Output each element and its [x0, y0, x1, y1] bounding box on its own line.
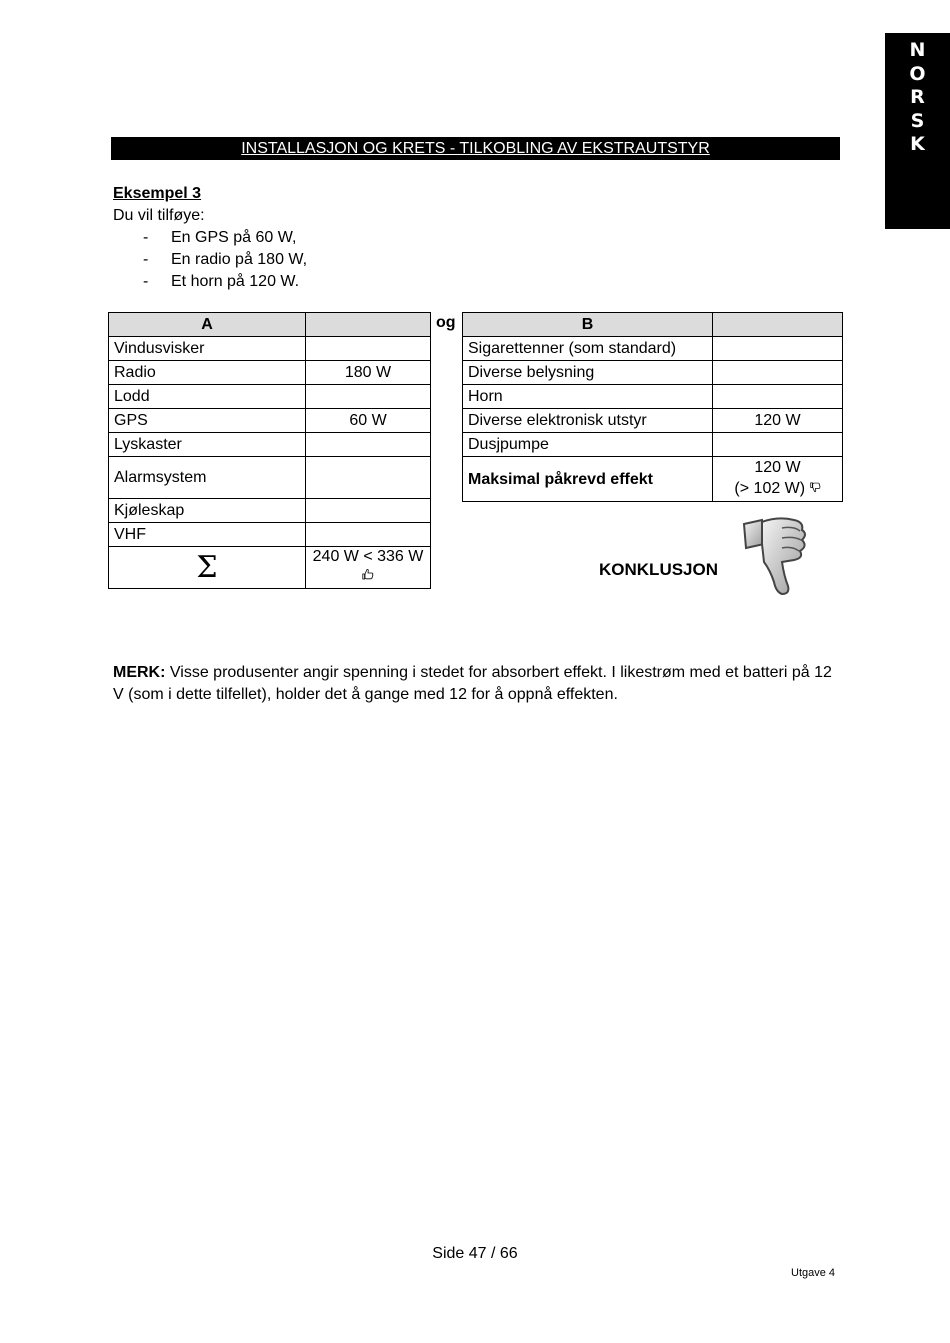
table-row: Diverse belysning	[463, 361, 843, 385]
example-intro	[113, 183, 307, 293]
sum-value: 240 W < 336 W	[312, 548, 424, 565]
table-b-header: B	[463, 313, 713, 337]
table-a	[108, 312, 431, 589]
page-number: Side 47 / 66	[432, 1245, 518, 1262]
connector-og: og	[436, 314, 456, 331]
table-row: Horn	[463, 385, 843, 409]
table-b	[462, 312, 843, 502]
list-item: - Et horn på 120 W.	[143, 273, 300, 290]
language-letter: N	[909, 39, 926, 61]
language-letter: R	[910, 86, 925, 108]
table-row: Radio 180 W	[109, 361, 431, 385]
language-letter: K	[910, 133, 925, 155]
thumbs-down-icon	[738, 514, 812, 598]
sum-cell	[306, 547, 431, 589]
table-row: Dusjpumpe	[463, 433, 843, 457]
table-row: Kjøleskap	[109, 499, 431, 523]
table-row: VHF	[109, 523, 431, 547]
table-a-header: A	[109, 313, 306, 337]
conclusion-label: KONKLUSJON	[599, 560, 719, 579]
list-item: - En radio på 180 W,	[143, 251, 308, 268]
table-row: Diverse elektronisk utstyr 120 W	[463, 409, 843, 433]
table-row: Lyskaster	[109, 433, 431, 457]
section-title	[111, 137, 840, 160]
note-label: MERK:	[113, 664, 166, 681]
table-header-row	[463, 313, 843, 337]
max-power-cell	[713, 457, 843, 502]
table-row: Vindusvisker	[109, 337, 431, 361]
table-row: Lodd	[109, 385, 431, 409]
sum-symbol: Σ	[109, 547, 306, 589]
max-power-threshold: (> 102 W)	[718, 478, 837, 501]
max-power-row	[463, 457, 843, 502]
language-letter: O	[909, 62, 926, 85]
table-row: GPS 60 W	[109, 409, 431, 433]
table-header-empty	[306, 313, 431, 337]
example-list	[113, 227, 307, 293]
table-row: Sigarettenner (som standard)	[463, 337, 843, 361]
table-header-row	[109, 313, 431, 337]
note-paragraph	[113, 662, 833, 706]
note-text: Visse produsenter angir spenning i stedet for absorbert effekt. I likestrøm med et batteri på 12 V (som i dette tilfellet), holder det å gange med 12 for å oppnå effekten.	[113, 664, 832, 703]
max-power-label: Maksimal påkrevd effekt	[463, 457, 713, 502]
thumbs-down-icon	[810, 480, 821, 501]
example-heading: Eksempel 3	[113, 185, 202, 202]
section-title-text: INSTALLASJON OG KRETS - TILKOBLING AV EKSTRAUTSTYR	[241, 140, 710, 157]
language-tab	[885, 33, 950, 229]
list-item: - En GPS på 60 W,	[143, 229, 297, 246]
example-intro-text: Du vil tilføye:	[113, 207, 205, 224]
thumbs-up-icon	[311, 567, 425, 587]
table-header-empty	[713, 313, 843, 337]
sum-row	[109, 547, 431, 589]
edition-label: Utgave 4	[791, 1267, 836, 1279]
language-letter: S	[910, 109, 925, 132]
table-row: Alarmsystem	[109, 457, 431, 499]
max-power-value: 120 W	[754, 459, 801, 476]
